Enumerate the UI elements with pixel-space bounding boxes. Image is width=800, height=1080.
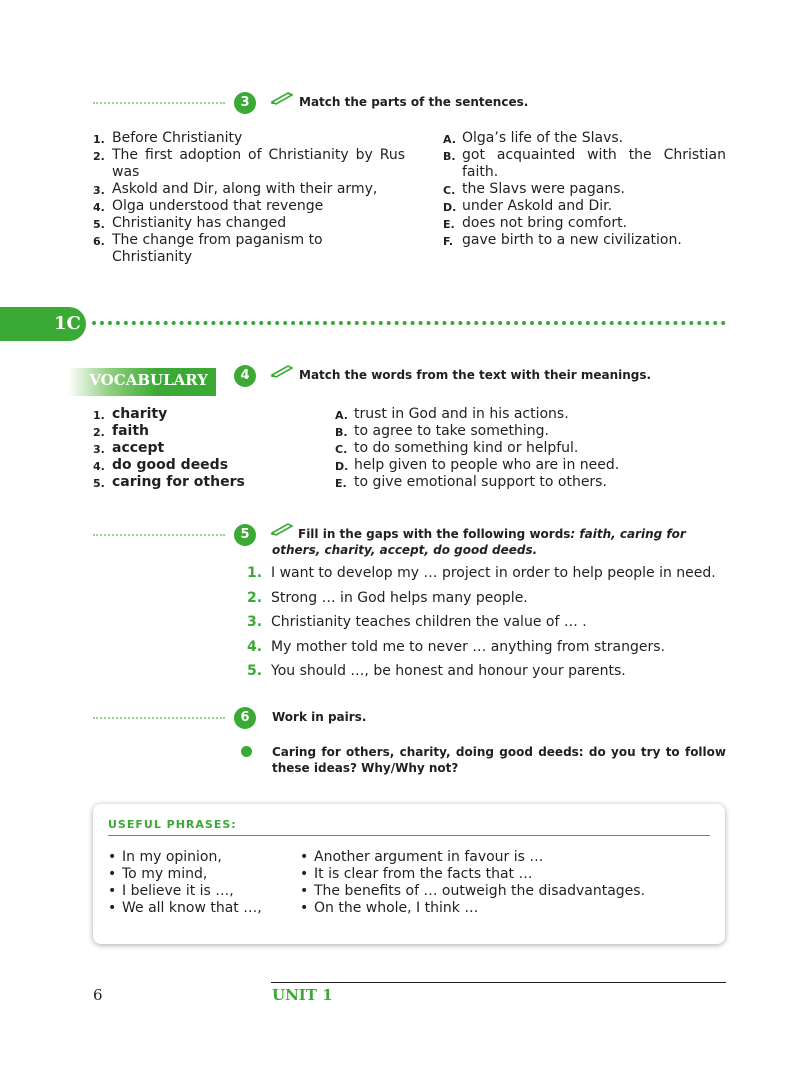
item-text: caring for others <box>112 474 245 490</box>
item-text: Before Christianity <box>112 130 243 146</box>
list-item <box>93 232 405 266</box>
item-text: accept <box>112 440 165 456</box>
footer-rule <box>271 982 726 983</box>
vocabulary-label-text: VOCABULARY <box>89 371 208 389</box>
exercise-6-instruction: Work in pairs. <box>272 710 367 724</box>
list-item <box>247 590 727 615</box>
dotted-divider <box>93 102 225 104</box>
dotted-divider <box>93 717 225 719</box>
list-item <box>93 440 313 457</box>
list-item <box>93 198 405 215</box>
vocabulary-label <box>68 368 216 396</box>
item-number: 4. <box>247 638 263 655</box>
item-letter: D. <box>443 201 457 214</box>
phrase-item: • Another argument in favour is … <box>300 849 720 866</box>
item-text: to agree to take something. <box>354 423 549 439</box>
phrases-column-2 <box>300 849 720 917</box>
item-text: does not bring comfort. <box>462 215 628 231</box>
list-item <box>443 181 726 198</box>
list-item <box>247 639 727 664</box>
item-number: 4. <box>93 201 105 214</box>
exercise-6-number: 6 <box>234 707 256 729</box>
section-tab: 1C <box>0 307 86 341</box>
item-text: help given to people who are in need. <box>354 457 620 473</box>
list-item <box>93 130 405 147</box>
item-text: The first adoption of Christianity by Rus was <box>112 147 405 180</box>
exercise-4-words-list <box>93 406 313 491</box>
list-item <box>443 215 726 232</box>
list-item <box>335 474 695 491</box>
item-number: 5. <box>93 477 105 490</box>
item-text: The change from paganism to Christianity <box>112 232 323 265</box>
list-item <box>335 406 695 423</box>
item-text: Askold and Dir, along with their army, <box>112 181 378 197</box>
list-item <box>335 423 695 440</box>
pencil-icon <box>270 364 296 378</box>
phrase-item: • To my mind, <box>108 866 288 883</box>
item-number: 2. <box>93 426 105 439</box>
exercise-4-instruction: Match the words from the text with their meanings. <box>299 368 652 382</box>
phrase-item: • It is clear from the facts that … <box>300 866 720 883</box>
item-text: Strong … in God helps many people. <box>271 589 528 606</box>
exercise-3-number: 3 <box>234 92 256 114</box>
phrase-item: • In my opinion, <box>108 849 288 866</box>
item-text: do good deeds <box>112 457 229 473</box>
exercise-3-instruction: Match the parts of the sentences. <box>299 95 529 109</box>
phrases-column-1 <box>108 849 288 917</box>
item-text: I want to develop my … project in order to help people in need. <box>271 565 716 581</box>
item-number: 3. <box>93 443 105 456</box>
item-number: 3. <box>247 614 263 630</box>
item-letter: D. <box>335 460 349 473</box>
item-text: charity <box>112 406 168 422</box>
item-letter: B. <box>443 150 456 163</box>
item-text: trust in God and in his actions. <box>354 406 569 422</box>
list-item <box>93 423 313 440</box>
item-number: 3. <box>93 184 105 197</box>
section-dotted-line <box>92 321 726 325</box>
item-text: to give emotional support to others. <box>354 474 607 490</box>
list-item <box>247 614 727 639</box>
exercise-5-instruction <box>272 526 728 558</box>
item-text: Christianity teaches children the value of … . <box>271 614 587 630</box>
item-number: 5. <box>93 218 105 231</box>
list-item <box>93 215 405 232</box>
useful-phrases-box <box>93 804 725 944</box>
item-text: gave birth to a new civilization. <box>462 232 682 248</box>
phrase-item: • We all know that …, <box>108 900 288 917</box>
unit-label: UNIT 1 <box>272 986 333 1004</box>
exercise-4-number: 4 <box>234 365 256 387</box>
list-item <box>247 663 727 688</box>
list-item <box>335 457 695 474</box>
list-item <box>93 406 313 423</box>
phrase-item: • I believe it is …, <box>108 883 288 900</box>
title-underline <box>108 835 710 836</box>
item-letter: C. <box>443 184 456 197</box>
pencil-icon <box>270 91 296 105</box>
list-item <box>93 474 313 491</box>
bullet-dot <box>241 746 252 757</box>
item-text: faith <box>112 423 149 439</box>
item-number: 4. <box>93 460 105 473</box>
item-letter: E. <box>443 218 455 231</box>
item-text: to do something kind or helpful. <box>354 440 579 456</box>
item-number: 2. <box>247 589 263 606</box>
item-letter: F. <box>443 235 454 248</box>
phrase-item: • The benefits of … outweigh the disadvantages. <box>300 883 720 900</box>
item-text: got acquainted with the Christian faith. <box>462 147 726 180</box>
exercise-5-number: 5 <box>234 524 256 546</box>
item-number: 6. <box>93 235 105 248</box>
item-letter: A. <box>443 133 456 146</box>
item-letter: B. <box>335 426 348 439</box>
list-item <box>93 147 405 181</box>
list-item <box>443 130 726 147</box>
list-item <box>443 147 726 181</box>
exercise-5-sentences <box>247 565 727 688</box>
phrase-item: • On the whole, I think … <box>300 900 720 917</box>
item-letter: A. <box>335 409 348 422</box>
item-number: 1. <box>93 133 105 146</box>
item-text: Olga understood that revenge <box>112 198 324 214</box>
item-text: Olga’s life of the Slavs. <box>462 130 624 146</box>
useful-phrases-title: USEFUL PHRASES: <box>108 818 237 831</box>
item-number: 2. <box>93 150 105 163</box>
item-number: 1. <box>247 565 263 581</box>
list-item <box>93 181 405 198</box>
list-item <box>443 232 726 249</box>
exercise-4-meanings-list <box>335 406 695 491</box>
item-number: 5. <box>247 663 263 679</box>
item-text: You should …, be honest and honour your parents. <box>271 663 626 679</box>
item-letter: C. <box>335 443 348 456</box>
exercise-3-left-list <box>93 130 405 266</box>
exercise-3-right-list <box>443 130 726 249</box>
list-item <box>335 440 695 457</box>
item-number: 1. <box>93 409 105 422</box>
list-item <box>443 198 726 215</box>
item-text: under Askold and Dir. <box>462 198 613 214</box>
word-list: : faith, caring for others, charity, accept, do good deeds. <box>272 527 686 557</box>
list-item <box>247 565 727 590</box>
item-text: My mother told me to never … anything from strangers. <box>271 638 665 655</box>
exercise-6-question: Caring for others, charity, doing good deeds: do you try to follow these ideas? Why/Why not? <box>272 745 726 775</box>
list-item <box>93 457 313 474</box>
item-letter: E. <box>335 477 347 490</box>
instruction-text: Fill in the gaps with the following words <box>298 527 571 541</box>
item-text: Christianity has changed <box>112 215 287 231</box>
dotted-divider <box>93 534 225 536</box>
page-number: 6 <box>93 986 103 1004</box>
item-text: the Slavs were pagans. <box>462 181 625 197</box>
